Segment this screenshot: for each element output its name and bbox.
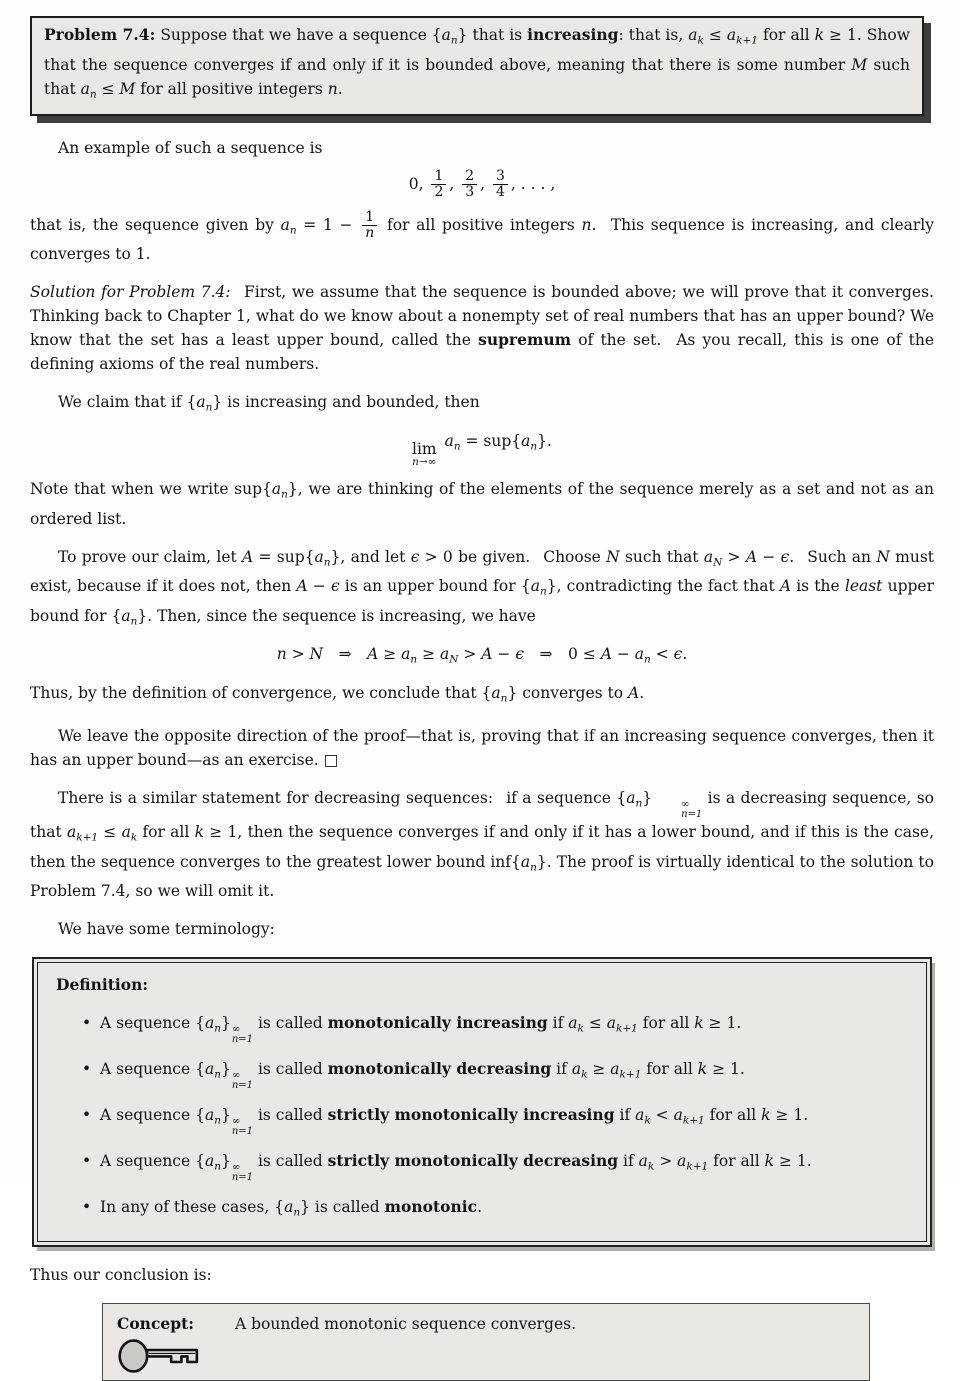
math-display-sequence: 0, $\frac{1}{2}$ , $\frac{2}{3}$ , $\frac{3}{4}$ , . . . , bbox=[408, 168, 556, 201]
concept-label: Concept: bbox=[117, 1313, 194, 1333]
bullet-text: A sequence $\{a_n\}$ ∞ n=1 is called monotonically decreasing if $a_k \ge a_{k+1}$ for all k ≥ 1. bbox=[100, 1059, 745, 1092]
definition-box bbox=[32, 957, 932, 1247]
paragraph-decreasing: There is a similar statement for decreasing sequences: if a sequence $\{a_n\}$ ∞ n=1 is a decreasing sequence, so that $a_{k+1} \le a_k$ for all k ≥ 1, then the sequence converges if and only if it has a lower bound, and if this is the case, then the sequence converges to the greatest lower bound $inf\{a_n\}$. The proof is virtually identical to the solution to Problem 7.4, so we will omit it. bbox=[30, 789, 935, 901]
bullet-marker: • bbox=[82, 1152, 92, 1171]
definition-bullet-5 bbox=[56, 1195, 908, 1225]
definition-title: Definition: bbox=[56, 975, 149, 995]
definition-bullet-2 bbox=[56, 1057, 908, 1091]
math-display-limit: lim n→∞ $a_n = sup\{a_n\}$. bbox=[412, 431, 552, 469]
paragraph-claim: We claim that if $\{a_n\}$ is increasing and bounded, then bbox=[58, 393, 480, 414]
math-display-inequality: n > N ⇒ $A \ge a_n \ge a_N > A - \epsilon$ ⇒ $0 \le A - a_n < \epsilon$. bbox=[276, 645, 688, 666]
bullet-text: In any of these cases, $\{a_n\}$ is called monotonic. bbox=[100, 1197, 482, 1219]
paragraph-note-sup: Note that when we write $sup\{a_n\}$, we are thinking of the elements of the sequence merely as a set and not as an ordered list. bbox=[30, 480, 935, 528]
paragraph-terminology-intro: We have some terminology: bbox=[58, 920, 275, 939]
problem-statement: Problem 7.4: Suppose that we have a sequence $\{a_n\}$ that is increasing: that is, $a_k \le a_{k+1}$ for all k ≥ 1. Show that the sequence converges if and only if it is bounded above, meaning that there is some number M such that $a_n \le M$ for all positive integers n. bbox=[44, 25, 911, 100]
paragraph-exercise: We leave the opposite direction of the proof—that is, proving that if an increasing sequence converges, then it has an upper bound—as an exercise. □ bbox=[30, 727, 934, 770]
concept-box bbox=[102, 1303, 870, 1381]
paragraph-conclusion-convergence: Thus, by the definition of convergence, we conclude that $\{a_n\}$ converges to A. bbox=[30, 683, 645, 705]
concept-label-column bbox=[117, 1312, 235, 1374]
bullet-marker: • bbox=[82, 1198, 92, 1217]
concept-text: A bounded monotonic sequence converges. bbox=[235, 1314, 577, 1333]
definition-box-inner bbox=[37, 962, 927, 1242]
bullet-marker: • bbox=[82, 1106, 92, 1125]
key-icon bbox=[117, 1338, 203, 1374]
definition-bullet-3 bbox=[56, 1103, 908, 1137]
paragraph-solution: Solution for Problem 7.4: First, we assume that the sequence is bounded above; we will prove that it converges. Thinking back to Chapter 1, what do we know about a nonempty set of real numbers that has an upper bound? We know that the set has a least upper bound, called the supremum of the set. As you recall, this is one of the defining axioms of the real numbers. bbox=[30, 283, 934, 374]
bullet-text: A sequence $\{a_n\}$ ∞ n=1 is called strictly monotonically decreasing if $a_k > a_{k+1}$ for all k ≥ 1. bbox=[100, 1151, 812, 1184]
definition-bullet-4 bbox=[56, 1149, 908, 1183]
problem-box bbox=[30, 16, 924, 116]
definition-bullet-1 bbox=[56, 1011, 908, 1045]
bullet-text: A sequence $\{a_n\}$ ∞ n=1 is called strictly monotonically increasing if $a_k < a_{k+1}$ for all k ≥ 1. bbox=[100, 1105, 809, 1138]
bullet-marker: • bbox=[82, 1060, 92, 1079]
paragraph-sequence-formula: that is, the sequence given by $a_n = 1$ − $\frac{1}{n}$ for all positive integers n. This sequence is increasing, and clearly converges to 1. bbox=[30, 208, 934, 264]
paragraph-example-intro: An example of such a sequence is bbox=[58, 139, 323, 157]
paragraph-conclusion-intro: Thus our conclusion is: bbox=[30, 1265, 212, 1284]
bullet-marker: • bbox=[82, 1014, 92, 1033]
paragraph-prove-claim: To prove our claim, let $A = sup\{a_n\}$, and let ϵ > 0 be given. Choose N such that $a_N > A - \epsilon$. Such an N must exist, because if it does not, then A − ϵ is an upper bound for $\{a_n\}$, contradicting the fact that A is the least upper bound for $\{a_n\}$. Then, since the sequence is increasing, we have bbox=[30, 547, 935, 628]
bullet-text: A sequence $\{a_n\}$ ∞ n=1 is called monotonically increasing if $a_k \le a_{k+1}$ for all k ≥ 1. bbox=[100, 1013, 742, 1046]
